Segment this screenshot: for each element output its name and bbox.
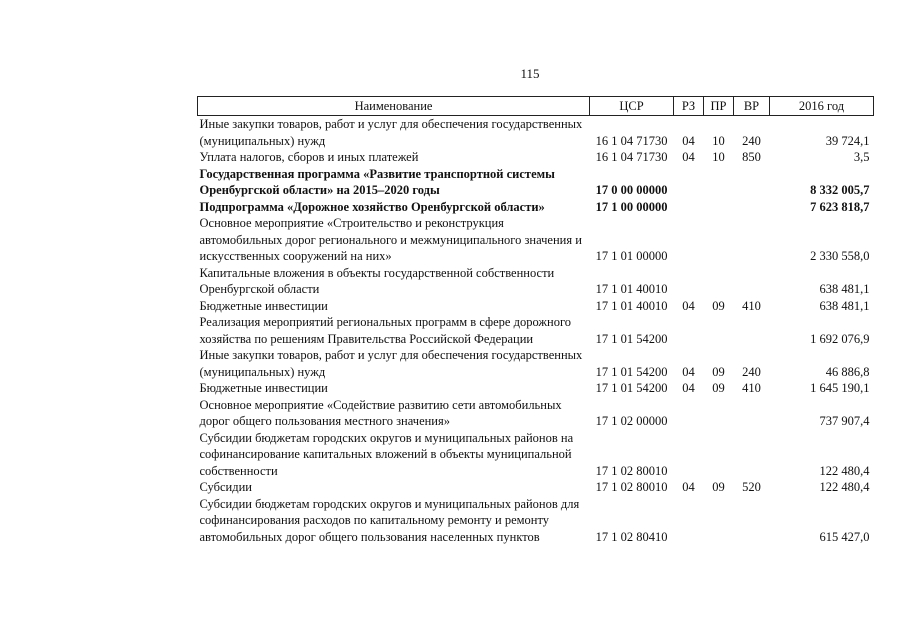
cell-pr <box>704 166 734 199</box>
cell-name: Субсидии бюджетам городских округов и муниципальных районов на софинансирование капитальных вложений в объекты муниципальной собственности <box>199 430 574 478</box>
table-row <box>198 149 874 166</box>
cell-sum: 1 692 076,9 <box>810 331 870 346</box>
cell-rz: 04 <box>682 150 695 164</box>
cell-rz: 04 <box>682 298 695 313</box>
cell-csr: 16 1 04 71730 <box>595 133 668 148</box>
table-row <box>198 215 874 265</box>
cell-vr <box>734 397 770 430</box>
cell-sum: 122 480,4 <box>819 463 870 478</box>
cell-csr: 17 1 01 00000 <box>595 249 668 263</box>
cell-vr <box>734 314 770 347</box>
cell-name: Основное мероприятие «Строительство и реконструкция автомобильных дорог регионального и межмуниципального значения и искусственных сооружений на них» <box>199 216 582 263</box>
header-pr: ПР <box>704 97 734 116</box>
cell-pr <box>704 397 734 430</box>
cell-vr <box>734 496 770 546</box>
cell-pr <box>704 496 734 546</box>
table-row <box>198 430 874 480</box>
cell-csr: 17 1 02 80010 <box>595 463 668 478</box>
cell-rz <box>674 199 704 216</box>
table-row <box>198 347 874 380</box>
cell-pr <box>704 265 734 298</box>
cell-csr: 17 1 01 54200 <box>595 364 668 379</box>
cell-rz <box>674 314 704 347</box>
cell-sum: 122 480,4 <box>819 480 870 494</box>
header-rz: РЗ <box>674 97 704 116</box>
cell-name: Реализация мероприятий региональных программ в сфере дорожного хозяйства по решениям Правительства Российской Федерации <box>199 315 572 346</box>
table-row <box>198 397 874 430</box>
cell-vr: 240 <box>742 364 761 379</box>
table-row <box>198 166 874 199</box>
cell-vr <box>734 199 770 216</box>
cell-csr: 17 1 01 40010 <box>595 282 668 296</box>
cell-sum: 39 724,1 <box>825 133 870 148</box>
cell-csr: 17 1 01 54200 <box>595 381 668 395</box>
table-row <box>198 116 874 150</box>
table-row <box>198 265 874 298</box>
cell-rz <box>674 496 704 546</box>
cell-vr: 240 <box>742 133 761 148</box>
header-year: 2016 год <box>770 97 874 116</box>
cell-vr: 410 <box>742 298 761 313</box>
cell-vr <box>734 430 770 480</box>
cell-rz: 04 <box>682 133 695 148</box>
cell-csr: 17 1 02 00000 <box>595 414 668 428</box>
cell-csr: 16 1 04 71730 <box>595 150 668 164</box>
cell-rz <box>674 430 704 480</box>
cell-name: Бюджетные инвестиции <box>199 298 328 313</box>
cell-csr: 17 1 02 80010 <box>595 480 668 494</box>
cell-vr <box>734 166 770 199</box>
cell-pr: 09 <box>712 298 725 313</box>
cell-name: Капитальные вложения в объекты государственной собственности Оренбургской области <box>199 265 555 296</box>
cell-csr: 17 1 01 40010 <box>595 298 668 313</box>
cell-sum: 638 481,1 <box>819 282 870 296</box>
cell-pr <box>704 215 734 265</box>
cell-csr: 17 0 00 00000 <box>595 183 668 197</box>
cell-pr <box>704 199 734 216</box>
cell-pr <box>704 430 734 480</box>
cell-vr: 520 <box>742 480 761 494</box>
cell-rz: 04 <box>682 381 695 395</box>
cell-csr: 17 1 01 54200 <box>595 331 668 346</box>
cell-sum: 737 907,4 <box>819 414 870 428</box>
cell-name: Иные закупки товаров, работ и услуг для обеспечения государственных (муниципальных) нужд <box>199 348 583 379</box>
cell-name: Государственная программа «Развитие транспортной системы Оренбургской области» на 2015–2020 годы <box>199 166 555 197</box>
cell-name: Иные закупки товаров, работ и услуг для обеспечения государственных (муниципальных) нужд <box>199 117 583 148</box>
table-header-row <box>198 97 874 116</box>
cell-pr: 09 <box>712 364 725 379</box>
cell-rz <box>674 166 704 199</box>
page-number: 115 <box>520 66 540 81</box>
cell-name: Уплата налогов, сборов и иных платежей <box>199 150 419 164</box>
cell-rz <box>674 215 704 265</box>
cell-rz <box>674 265 704 298</box>
header-csr: ЦСР <box>590 97 674 116</box>
header-name: Наименование <box>198 97 590 116</box>
cell-pr <box>704 314 734 347</box>
cell-vr <box>734 215 770 265</box>
cell-sum: 1 645 190,1 <box>810 381 870 395</box>
table-row <box>198 496 874 546</box>
cell-pr: 10 <box>712 150 725 164</box>
table-row <box>198 199 874 216</box>
cell-name: Основное мероприятие «Содействие развитию сети автомобильных дорог общего пользования местного значения» <box>199 397 562 428</box>
cell-csr: 17 1 00 00000 <box>595 199 668 214</box>
cell-pr: 10 <box>712 133 725 148</box>
cell-sum: 615 427,0 <box>819 529 870 544</box>
cell-vr: 850 <box>742 150 761 164</box>
cell-name: Бюджетные инвестиции <box>199 381 328 395</box>
cell-rz: 04 <box>682 480 695 494</box>
cell-sum: 46 886,8 <box>825 364 870 379</box>
table-row <box>198 298 874 315</box>
cell-sum: 2 330 558,0 <box>810 249 870 263</box>
table-row <box>198 479 874 496</box>
cell-rz: 04 <box>682 364 695 379</box>
cell-vr: 410 <box>742 381 761 395</box>
cell-sum: 3,5 <box>853 150 870 164</box>
cell-name: Субсидии <box>199 480 252 494</box>
table-row <box>198 314 874 347</box>
cell-sum: 7 623 818,7 <box>810 199 870 214</box>
header-vr: ВР <box>734 97 770 116</box>
cell-vr <box>734 265 770 298</box>
cell-sum: 638 481,1 <box>819 298 870 313</box>
cell-name: Субсидии бюджетам городских округов и муниципальных районов для софинансирования расходов по капитальному ремонту и ремонту автомобильных дорог общего пользования населенных пунктов <box>199 496 580 544</box>
budget-table <box>197 96 874 545</box>
table-row <box>198 380 874 397</box>
cell-pr: 09 <box>712 381 725 395</box>
cell-sum: 8 332 005,7 <box>810 183 870 197</box>
cell-name: Подпрограмма «Дорожное хозяйство Оренбургской области» <box>199 199 545 214</box>
cell-pr: 09 <box>712 480 725 494</box>
cell-rz <box>674 397 704 430</box>
cell-csr: 17 1 02 80410 <box>595 529 668 544</box>
